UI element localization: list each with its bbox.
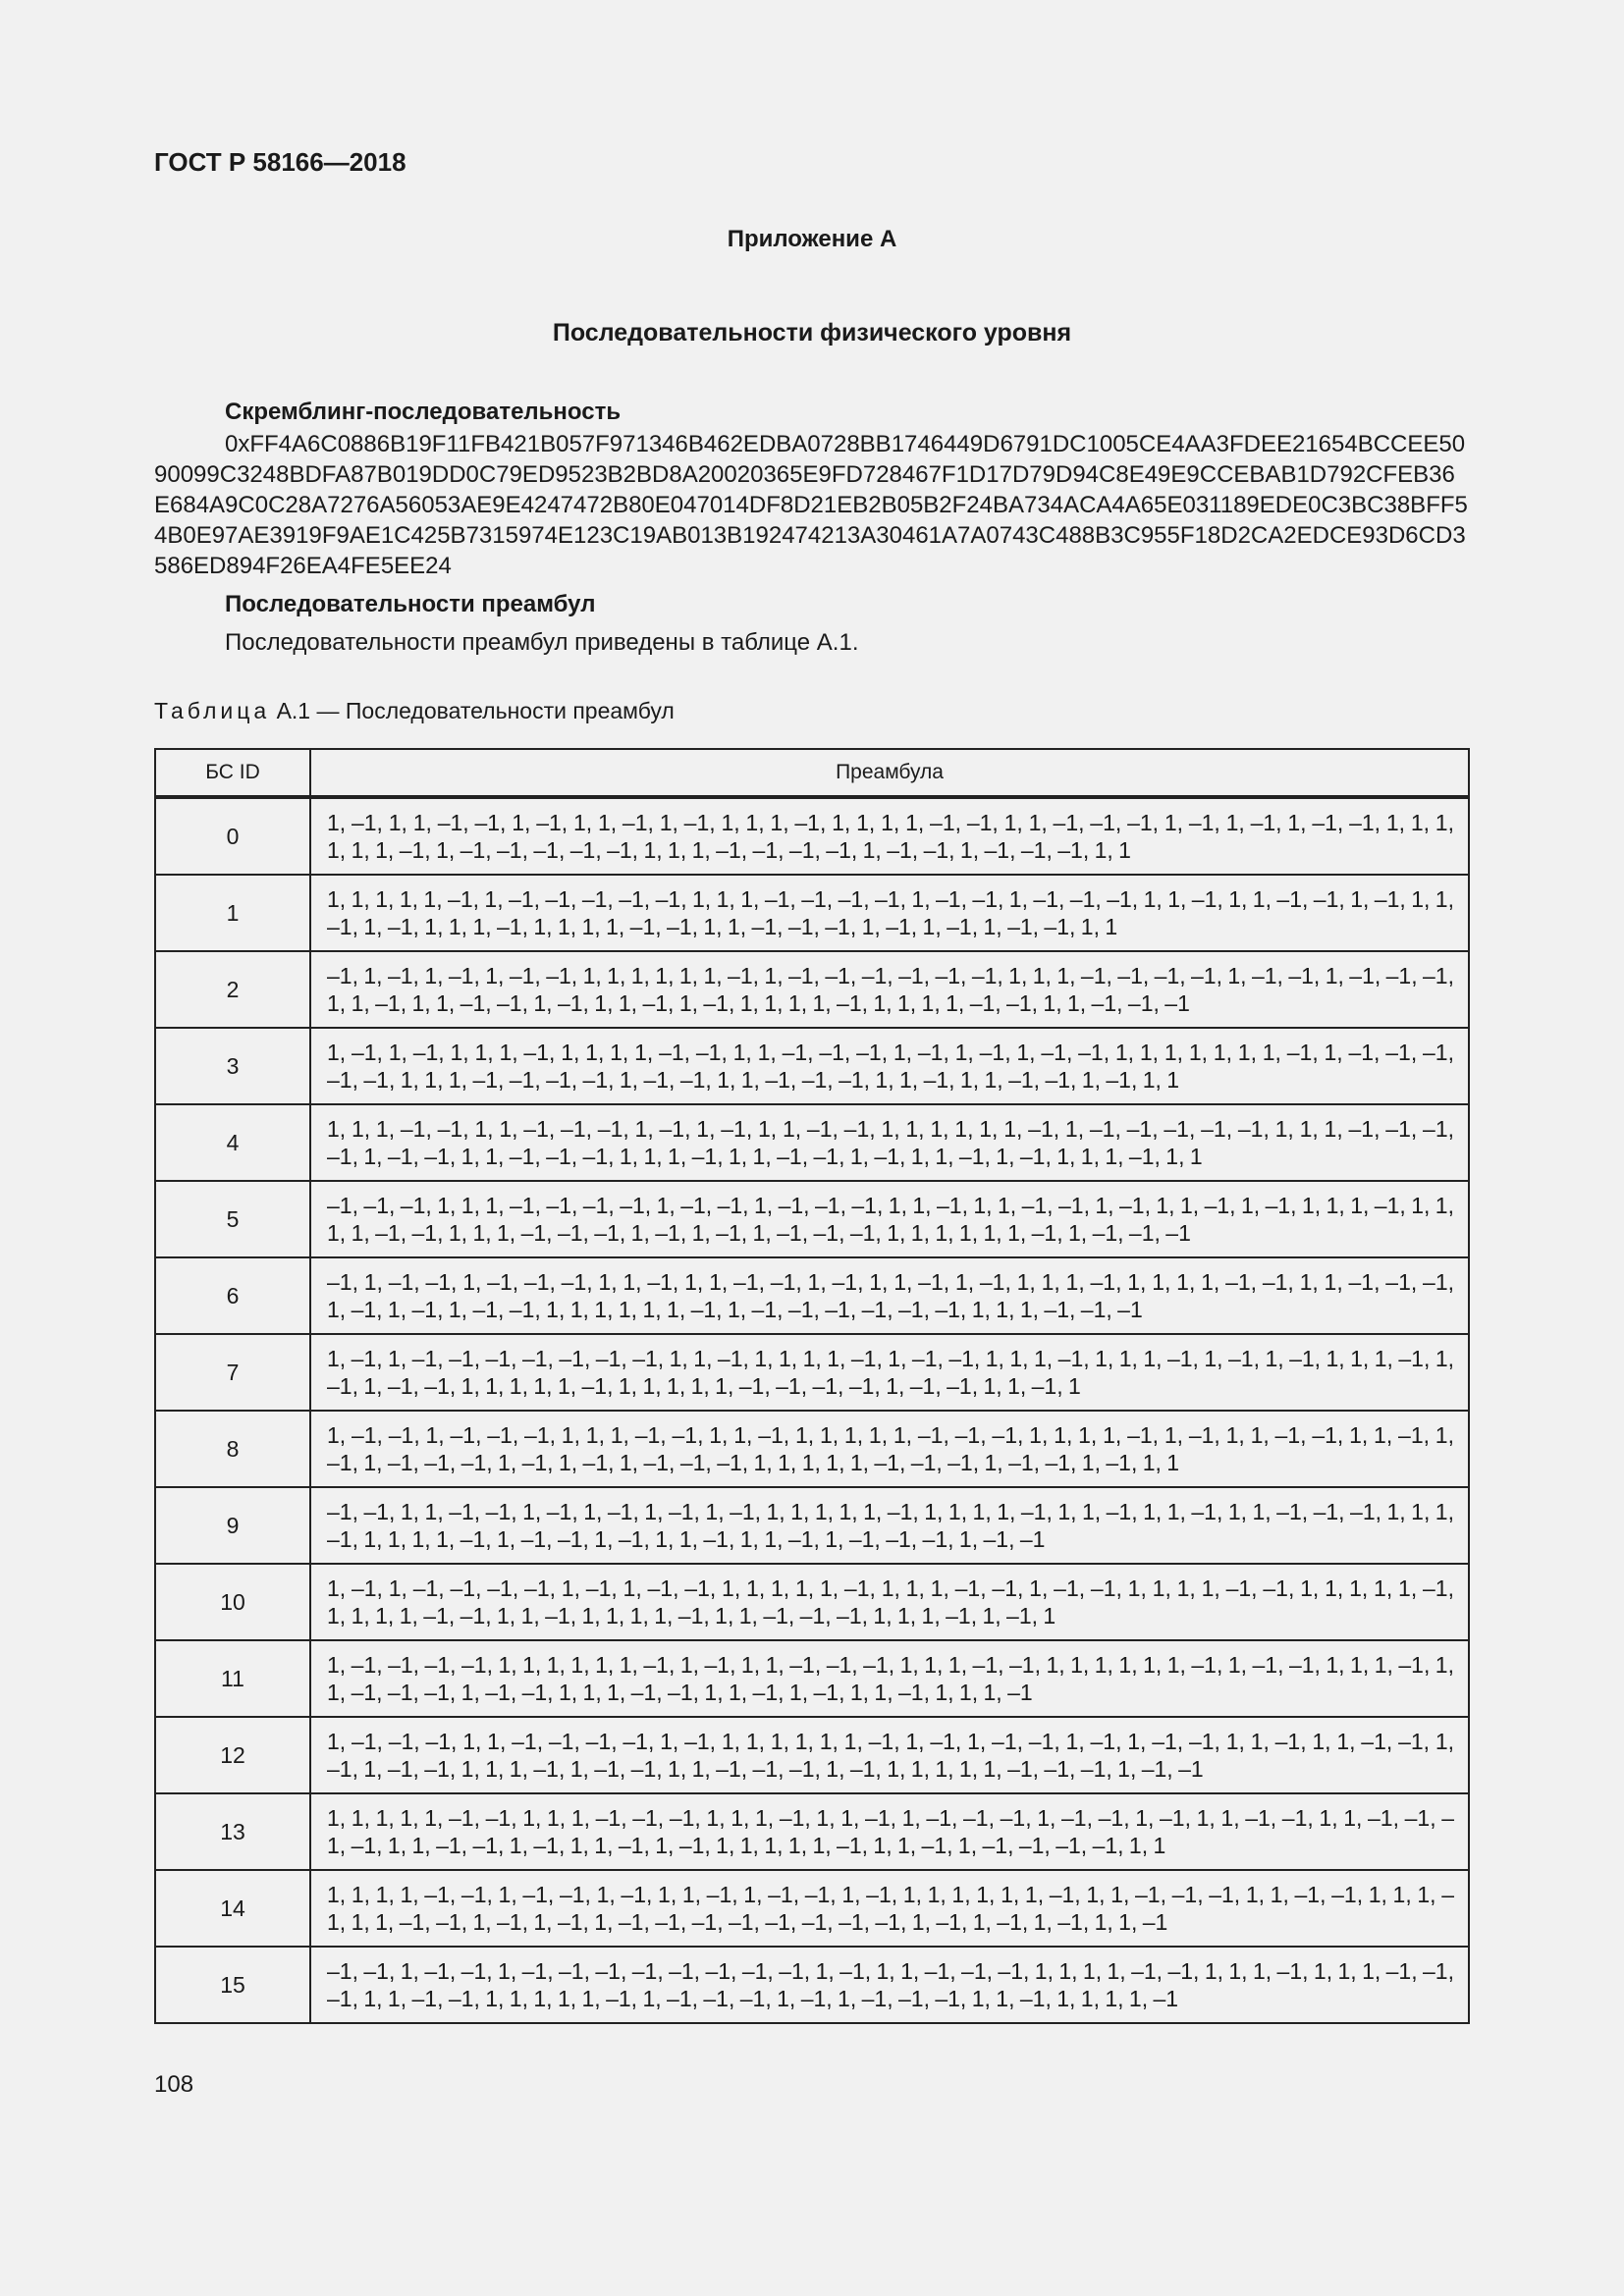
table-row bbox=[155, 1487, 1469, 1564]
main-content bbox=[154, 397, 1470, 658]
page-number: 108 bbox=[154, 2071, 194, 2098]
table-row bbox=[155, 1411, 1469, 1487]
bs-id-cell: 15 bbox=[155, 1947, 310, 2023]
table-caption-text: А.1 — Последовательности преамбул bbox=[270, 698, 675, 723]
bs-id-cell: 3 bbox=[155, 1028, 310, 1104]
preamble-cell: 1, 1, 1, 1, 1, –1, –1, 1, 1, 1, –1, –1, –1, 1, 1, 1, –1, 1, 1, –1, 1, –1, –1, –1, 1, –1, –1, 1, –1, 1, 1, –1, –1, 1, 1, –1, –1, –1, –1, 1, 1, –1, –1, 1, –1, 1, 1, –1, 1, –1, 1, 1, 1, 1, 1, –1, 1, 1, –1, 1, –1, –1, –1, –1, 1, 1 bbox=[310, 1793, 1469, 1870]
column-header-id: БС ID bbox=[155, 749, 310, 797]
bs-id-cell: 14 bbox=[155, 1870, 310, 1947]
table-row bbox=[155, 1104, 1469, 1181]
table-row bbox=[155, 1717, 1469, 1793]
preamble-cell: 1, –1, 1, –1, 1, 1, 1, –1, 1, 1, 1, 1, –1, –1, 1, 1, –1, –1, –1, 1, –1, 1, –1, 1, –1, –1, 1, 1, 1, 1, 1, 1, 1, –1, 1, –1, –1, –1, –1, –1, 1, 1, 1, –1, –1, –1, –1, 1, –1, –1, 1, 1, –1, –1, –1, 1, 1, –1, 1, 1, –1, –1, 1, –1, 1, 1 bbox=[310, 1028, 1469, 1104]
table-body bbox=[155, 797, 1469, 2023]
bs-id-cell: 4 bbox=[155, 1104, 310, 1181]
table-header-row bbox=[155, 749, 1469, 797]
bs-id-cell: 8 bbox=[155, 1411, 310, 1487]
bs-id-cell: 7 bbox=[155, 1334, 310, 1411]
column-header-preamble: Преамбула bbox=[310, 749, 1469, 797]
table-row bbox=[155, 1181, 1469, 1257]
table-row bbox=[155, 1640, 1469, 1717]
section-title: Последовательности физического уровня bbox=[552, 319, 1072, 347]
preamble-cell: –1, 1, –1, 1, –1, 1, –1, –1, 1, 1, 1, 1, 1, 1, –1, 1, –1, –1, –1, –1, –1, –1, 1, 1, 1, –1, –1, –1, –1, 1, –1, –1, 1, –1, –1, –1, 1, 1, –1, 1, 1, –1, –1, 1, –1, 1, 1, –1, 1, –1, 1, 1, 1, 1, –1, 1, 1, 1, 1, –1, –1, 1, 1, –1, –1, –1 bbox=[310, 951, 1469, 1028]
table-row bbox=[155, 1257, 1469, 1334]
bs-id-cell: 12 bbox=[155, 1717, 310, 1793]
bs-id-cell: 1 bbox=[155, 875, 310, 951]
preamble-table bbox=[154, 748, 1470, 2024]
preamble-cell: 1, –1, 1, 1, –1, –1, 1, –1, 1, 1, –1, 1, –1, 1, 1, 1, –1, 1, 1, 1, 1, –1, –1, 1, 1, –1, –1, –1, 1, –1, 1, –1, 1, –1, –1, 1, 1, 1, 1, 1, 1, –1, 1, –1, –1, –1, –1, –1, 1, 1, 1, –1, –1, –1, –1, 1, –1, –1, 1, –1, –1, –1, 1, 1 bbox=[310, 797, 1469, 875]
preamble-cell: 1, 1, 1, 1, 1, –1, 1, –1, –1, –1, –1, –1, 1, 1, 1, –1, –1, –1, –1, 1, –1, –1, 1, –1, –1, –1, 1, 1, –1, 1, 1, –1, –1, 1, –1, 1, 1, –1, 1, –1, 1, 1, 1, –1, 1, 1, 1, 1, –1, –1, 1, 1, –1, –1, –1, 1, –1, 1, –1, 1, –1, –1, 1, 1 bbox=[310, 875, 1469, 951]
scrambling-sequence: 0xFF4A6C0886B19F11FB421B057F971346B462EDBA0728BB1746449D6791DC1005CE4AA3FDEE21654BCCEE5090099C3248BDFA87B019DD0C79ED9523B2BD8A20020365E9FD728467F1D17D79D94C8E49E9CCEBAB1D792CFEB36E684A9C0C28A7276A56053AE9E4247472B80E047014DF8D21EB2B05B2F24BA734ACA4A65E031189EDE0C3BC38BFF54B0E97AE3919F9AE1C425B7315974E123C19AB013B192474213A30461A7A0743C488B3C955F18D2CA2EDCE93D6CD3586ED894F26EA4FE5EE24 bbox=[154, 431, 1468, 579]
table-caption bbox=[154, 698, 675, 724]
preamble-cell: –1, –1, 1, 1, –1, –1, 1, –1, 1, –1, 1, –1, 1, –1, 1, 1, 1, 1, 1, –1, 1, 1, 1, 1, –1, 1, 1, –1, 1, 1, –1, 1, 1, –1, –1, –1, 1, 1, 1, –1, 1, 1, 1, 1, –1, 1, –1, –1, 1, –1, 1, 1, –1, 1, 1, –1, 1, –1, –1, –1, 1, –1, –1 bbox=[310, 1487, 1469, 1564]
table-row bbox=[155, 1793, 1469, 1870]
table-row bbox=[155, 1564, 1469, 1640]
preamble-cell: –1, –1, 1, –1, –1, 1, –1, –1, –1, –1, –1, –1, –1, –1, 1, –1, 1, 1, –1, –1, –1, 1, 1, 1, 1, –1, –1, 1, 1, 1, –1, 1, 1, 1, –1, –1, –1, 1, 1, –1, –1, 1, 1, 1, 1, 1, –1, 1, –1, –1, –1, 1, –1, 1, –1, –1, –1, 1, 1, –1, 1, 1, 1, 1, –1 bbox=[310, 1947, 1469, 2023]
preamble-cell: –1, 1, –1, –1, 1, –1, –1, –1, 1, 1, –1, 1, 1, –1, –1, 1, –1, 1, 1, –1, 1, –1, 1, 1, 1, –1, 1, 1, 1, 1, –1, –1, 1, 1, –1, –1, –1, 1, –1, 1, –1, 1, –1, –1, 1, 1, 1, 1, 1, 1, –1, 1, –1, –1, –1, –1, –1, –1, 1, 1, 1, –1, –1, –1 bbox=[310, 1257, 1469, 1334]
preambles-heading: Последовательности преамбул bbox=[225, 591, 596, 617]
preamble-cell: 1, 1, 1, 1, –1, –1, 1, –1, –1, 1, –1, 1, 1, –1, 1, –1, –1, 1, –1, 1, 1, 1, 1, 1, 1, –1, 1, 1, –1, –1, –1, 1, 1, –1, –1, 1, 1, 1, –1, 1, 1, –1, –1, 1, –1, 1, –1, 1, –1, –1, –1, –1, –1, –1, –1, –1, 1, –1, 1, –1, 1, –1, 1, 1, –1 bbox=[310, 1870, 1469, 1947]
table-row bbox=[155, 875, 1469, 951]
preamble-cell: 1, –1, 1, –1, –1, –1, –1, –1, –1, –1, 1, 1, –1, 1, 1, 1, 1, –1, 1, –1, –1, 1, 1, 1, –1, 1, 1, 1, –1, 1, –1, 1, –1, 1, 1, 1, –1, 1, –1, 1, –1, –1, 1, 1, 1, 1, 1, –1, 1, 1, 1, 1, 1, –1, –1, –1, –1, 1, –1, –1, 1, 1, –1, 1 bbox=[310, 1334, 1469, 1411]
preambles-intro: Последовательности преамбул приведены в таблице А.1. bbox=[225, 629, 859, 656]
table-row bbox=[155, 1870, 1469, 1947]
preamble-cell: 1, 1, 1, –1, –1, 1, 1, –1, –1, –1, 1, –1, 1, –1, 1, 1, –1, –1, 1, 1, 1, 1, 1, 1, –1, 1, –1, –1, –1, –1, –1, 1, 1, 1, –1, –1, –1, –1, 1, –1, –1, 1, 1, –1, –1, –1, 1, 1, 1, –1, 1, 1, –1, –1, 1, –1, 1, 1, –1, 1, –1, 1, 1, 1, –1, 1, 1 bbox=[310, 1104, 1469, 1181]
bs-id-cell: 9 bbox=[155, 1487, 310, 1564]
bs-id-cell: 11 bbox=[155, 1640, 310, 1717]
table-row bbox=[155, 1028, 1469, 1104]
bs-id-cell: 6 bbox=[155, 1257, 310, 1334]
table-row bbox=[155, 797, 1469, 875]
table-caption-label: Таблица bbox=[154, 698, 271, 723]
scrambling-heading: Скремблинг-последовательность bbox=[225, 399, 622, 425]
preamble-cell: 1, –1, –1, –1, 1, 1, –1, –1, –1, –1, 1, –1, 1, 1, 1, 1, 1, 1, –1, 1, –1, 1, –1, –1, 1, –1, 1, –1, –1, 1, 1, –1, 1, 1, –1, –1, 1, –1, 1, –1, –1, 1, 1, 1, –1, 1, –1, –1, 1, 1, –1, –1, –1, 1, –1, 1, 1, 1, 1, 1, –1, –1, –1, 1, –1, –1 bbox=[310, 1717, 1469, 1793]
bs-id-cell: 2 bbox=[155, 951, 310, 1028]
table-row bbox=[155, 1947, 1469, 2023]
preamble-cell: 1, –1, –1, –1, –1, 1, 1, 1, 1, 1, 1, –1, 1, –1, 1, 1, –1, –1, –1, 1, 1, 1, –1, –1, 1, 1, 1, 1, 1, 1, –1, 1, –1, –1, 1, 1, 1, –1, 1, 1, –1, –1, –1, 1, –1, –1, 1, 1, 1, –1, –1, 1, 1, –1, 1, –1, 1, 1, –1, 1, 1, 1, –1 bbox=[310, 1640, 1469, 1717]
table-row bbox=[155, 1334, 1469, 1411]
preamble-cell: –1, –1, –1, 1, 1, 1, –1, –1, –1, –1, 1, –1, –1, 1, –1, –1, –1, 1, 1, –1, 1, 1, –1, –1, 1, –1, 1, 1, –1, 1, –1, 1, 1, 1, –1, 1, 1, 1, 1, –1, –1, 1, 1, 1, –1, –1, –1, 1, –1, 1, –1, 1, –1, –1, –1, 1, 1, 1, 1, 1, 1, –1, 1, –1, –1, –1 bbox=[310, 1181, 1469, 1257]
bs-id-cell: 5 bbox=[155, 1181, 310, 1257]
document-header: ГОСТ Р 58166—2018 bbox=[154, 147, 406, 177]
appendix-title: Приложение А bbox=[727, 226, 897, 252]
preamble-cell: 1, –1, –1, 1, –1, –1, –1, 1, 1, 1, –1, –1, 1, 1, –1, 1, 1, 1, 1, 1, –1, –1, –1, 1, 1, 1, 1, –1, 1, –1, 1, 1, –1, –1, 1, 1, –1, 1, –1, 1, –1, –1, –1, 1, –1, 1, –1, 1, –1, –1, –1, 1, 1, 1, 1, 1, –1, –1, –1, 1, –1, –1, 1, –1, 1, 1 bbox=[310, 1411, 1469, 1487]
bs-id-cell: 0 bbox=[155, 797, 310, 875]
bs-id-cell: 13 bbox=[155, 1793, 310, 1870]
bs-id-cell: 10 bbox=[155, 1564, 310, 1640]
preamble-cell: 1, –1, 1, –1, –1, –1, –1, 1, –1, 1, –1, –1, 1, 1, 1, 1, 1, –1, 1, 1, 1, –1, –1, 1, –1, –1, 1, 1, 1, 1, –1, –1, 1, 1, 1, 1, 1, –1, 1, 1, 1, 1, –1, –1, 1, 1, –1, 1, 1, 1, 1, –1, 1, 1, –1, –1, –1, 1, 1, 1, –1, 1, –1, 1 bbox=[310, 1564, 1469, 1640]
table-row bbox=[155, 951, 1469, 1028]
